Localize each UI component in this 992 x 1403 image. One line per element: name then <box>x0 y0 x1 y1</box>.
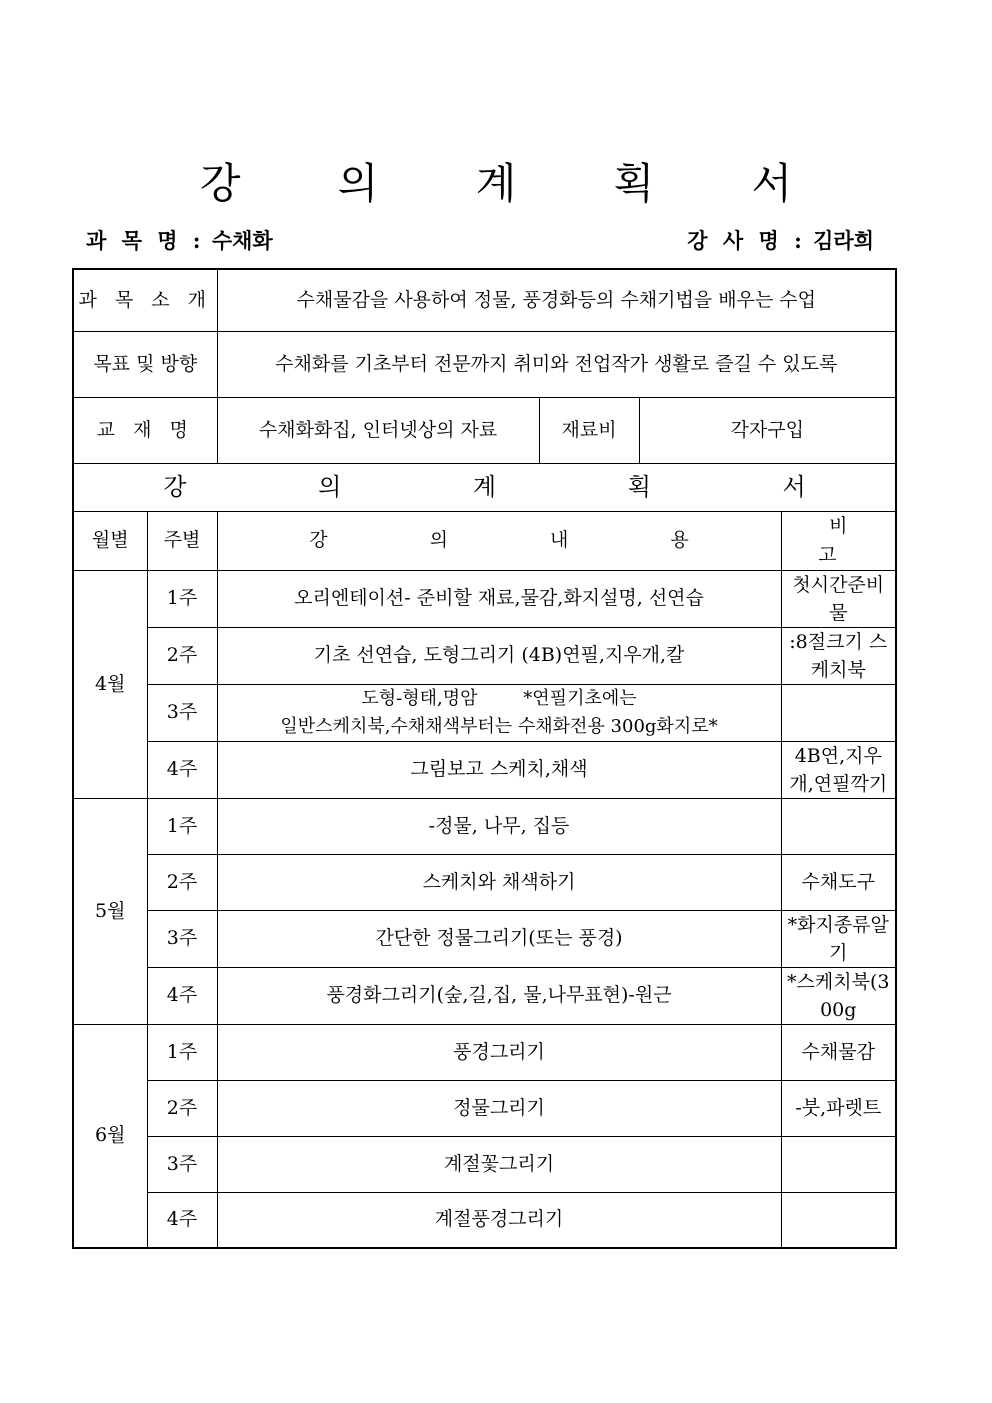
table-row <box>73 798 896 854</box>
plan-section-title: 강 의 계 획 서 <box>73 463 896 511</box>
note-cell <box>781 1192 896 1248</box>
note-cell <box>781 684 896 741</box>
week-header: 주별 <box>147 511 217 570</box>
instructor-value: 김라희 <box>813 228 874 253</box>
week-cell: 3주 <box>147 684 217 741</box>
subject-value: 수채화 <box>211 228 273 253</box>
goal-value: 수채화를 기초부터 전문까지 취미와 전업작가 생활로 즐길 수 있도록 <box>217 331 896 397</box>
table-row <box>73 1024 896 1080</box>
content-cell: 간단한 정물그리기(또는 풍경) <box>217 910 781 967</box>
textbook-value: 수채화화집, 인터넷상의 자료 <box>217 397 539 463</box>
plan-title-row <box>73 463 896 511</box>
week-cell: 4주 <box>147 967 217 1024</box>
note-header: 비 고 <box>781 511 896 570</box>
content-cell: 정물그리기 <box>217 1080 781 1136</box>
content-cell: 오리엔테이션- 준비할 재료,물감,화지설명, 선연습 <box>217 570 781 627</box>
table-row <box>73 1136 896 1192</box>
note-cell: *화지종류알기 <box>781 910 896 967</box>
document-title: 강 의 계 획 서 <box>199 159 835 208</box>
content-header: 강 의 내 용 <box>217 511 781 570</box>
content-line: 도형-형태,명암 *연필기초에는 <box>361 687 637 709</box>
note-cell: 4B연,지우개,연필깍기 <box>781 741 896 798</box>
textbook-row <box>73 397 896 463</box>
table-row <box>73 627 896 684</box>
note-cell: 수채물감 <box>781 1024 896 1080</box>
fee-label: 재료비 <box>539 397 639 463</box>
note-cell: 수채도구 <box>781 854 896 910</box>
note-cell <box>781 1136 896 1192</box>
table-row <box>73 741 896 798</box>
content-line: 일반스케치북,수채채색부터는 수채화전용 300g화지로* <box>280 715 718 737</box>
table-row <box>73 570 896 627</box>
intro-value: 수채물감을 사용하여 정물, 풍경화등의 수채기법을 배우는 수업 <box>217 269 896 331</box>
intro-label: 과 목 소 개 <box>73 269 217 331</box>
content-cell: 풍경화그리기(숲,길,집, 물,나무표현)-원근 <box>217 967 781 1024</box>
table-row <box>73 1192 896 1248</box>
content-cell: 그림보고 스케치,채색 <box>217 741 781 798</box>
fee-value: 각자구입 <box>639 397 896 463</box>
month-header: 월별 <box>73 511 147 570</box>
subject-label: 과 목 명 : <box>86 228 205 253</box>
content-cell: 스케치와 채색하기 <box>217 854 781 910</box>
instructor-label: 강 사 명 : <box>687 228 806 253</box>
content-cell: 계절꽃그리기 <box>217 1136 781 1192</box>
content-cell <box>217 684 781 741</box>
note-cell: 첫시간준비물 <box>781 570 896 627</box>
month-cell: 5월 <box>73 798 147 1024</box>
content-cell: 계절풍경그리기 <box>217 1192 781 1248</box>
content-cell: 기초 선연습, 도형그리기 (4B)연필,지우개,칼 <box>217 627 781 684</box>
table-row <box>73 684 896 741</box>
plan-header-row <box>73 511 896 570</box>
subject-line <box>86 226 273 256</box>
week-cell: 1주 <box>147 570 217 627</box>
week-cell: 1주 <box>147 798 217 854</box>
month-cell: 6월 <box>73 1024 147 1248</box>
note-cell: *스케치북(300g <box>781 967 896 1024</box>
table-row <box>73 910 896 967</box>
week-cell: 4주 <box>147 741 217 798</box>
note-cell: -붓,파렛트 <box>781 1080 896 1136</box>
week-cell: 4주 <box>147 1192 217 1248</box>
table-row <box>73 1080 896 1136</box>
content-cell: -정물, 나무, 집등 <box>217 798 781 854</box>
week-cell: 3주 <box>147 910 217 967</box>
content-cell: 풍경그리기 <box>217 1024 781 1080</box>
table-row <box>73 854 896 910</box>
week-cell: 2주 <box>147 1080 217 1136</box>
note-cell: :8절크기 스케치북 <box>781 627 896 684</box>
month-cell: 4월 <box>73 570 147 798</box>
lecture-plan-table <box>72 268 897 1249</box>
week-cell: 2주 <box>147 627 217 684</box>
week-cell: 3주 <box>147 1136 217 1192</box>
goal-label: 목표 및 방향 <box>73 331 217 397</box>
instructor-line <box>687 226 874 256</box>
intro-row <box>73 269 896 331</box>
note-cell <box>781 798 896 854</box>
week-cell: 1주 <box>147 1024 217 1080</box>
goal-row <box>73 331 896 397</box>
textbook-label: 교 재 명 <box>73 397 217 463</box>
table-row <box>73 967 896 1024</box>
week-cell: 2주 <box>147 854 217 910</box>
